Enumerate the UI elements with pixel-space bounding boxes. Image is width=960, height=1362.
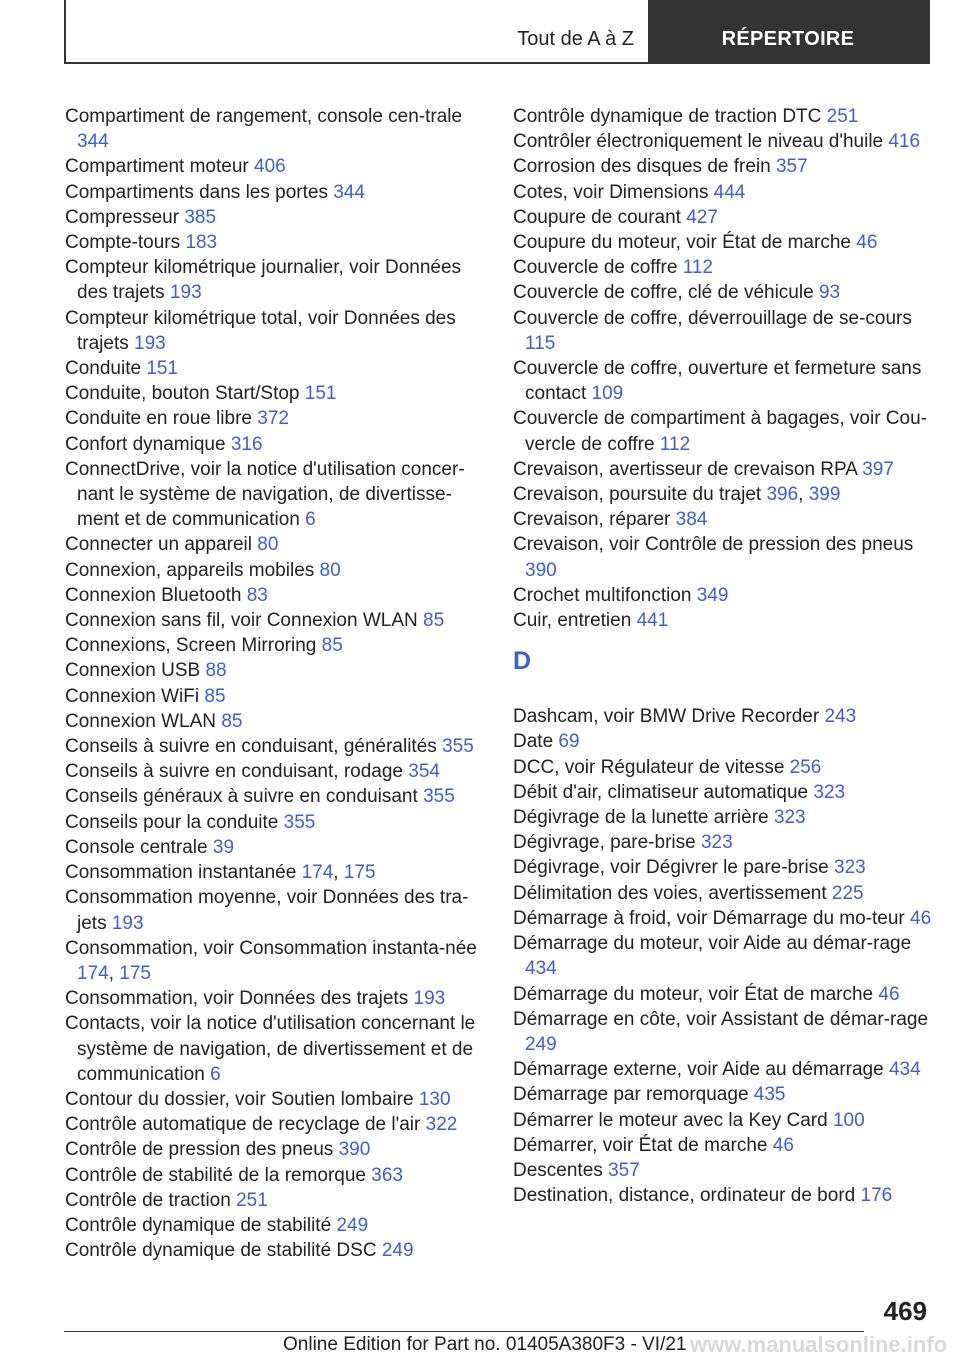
index-entry-term: Console centrale bbox=[65, 836, 208, 858]
page-link[interactable]: 323 bbox=[700, 832, 733, 854]
page-link[interactable]: 427 bbox=[686, 206, 718, 228]
index-entry bbox=[513, 1133, 933, 1158]
page-link[interactable]: 344 bbox=[77, 131, 109, 153]
index-entry bbox=[65, 558, 485, 583]
index-entry-term: Compteur kilométrique total, voir Données des trajets bbox=[65, 307, 456, 354]
page-link[interactable]: 85 bbox=[321, 635, 343, 657]
index-entry bbox=[513, 230, 933, 255]
index-entry bbox=[65, 583, 485, 608]
index-entry-term: Cotes, voir Dimensions bbox=[513, 181, 709, 203]
index-entry-term: Démarrage à froid, voir Démarrage du mo-teur bbox=[513, 907, 905, 929]
page-link[interactable]: 349 bbox=[696, 584, 729, 606]
index-entry-term: Dégivrage, voir Dégivrer le pare-brise bbox=[513, 857, 829, 879]
page-link[interactable]: 100 bbox=[832, 1109, 865, 1131]
index-entry-term: Connexion sans fil, voir Connexion WLAN bbox=[65, 610, 418, 632]
watermark-text: www.manualsonline.info bbox=[690, 1332, 948, 1357]
index-entry-term: Contrôle dynamique de stabilité bbox=[65, 1214, 332, 1236]
page-link[interactable]: 249 bbox=[525, 1033, 557, 1055]
index-entry: Crevaison, poursuite du trajet 396, 399 bbox=[513, 484, 841, 506]
page-link[interactable]: 355 bbox=[442, 736, 474, 758]
index-entry bbox=[513, 729, 933, 754]
index-entry bbox=[513, 982, 933, 1007]
index-entry-term: Contrôle de traction bbox=[65, 1189, 231, 1211]
footer-edition: Online Edition for Part no. 01405A380F3 - VI/21 bbox=[283, 1334, 687, 1355]
page-link[interactable]: 249 bbox=[336, 1214, 369, 1236]
index-entry bbox=[513, 1183, 933, 1208]
page-link[interactable]: 363 bbox=[371, 1164, 403, 1186]
index-entry-term: Contacts, voir la notice d'utilisation concernant le système de navigation, de divertissement et de communication bbox=[65, 1013, 476, 1085]
page-link[interactable]: 83 bbox=[246, 584, 268, 606]
page-link[interactable]: 46 bbox=[878, 983, 900, 1005]
index-entry bbox=[65, 759, 485, 784]
page-link[interactable]: 406 bbox=[254, 156, 286, 178]
index-entry-term: Contrôle de pression des pneus bbox=[65, 1139, 334, 1161]
page-link[interactable]: 434 bbox=[888, 1059, 921, 1081]
index-entry bbox=[513, 180, 933, 205]
page-link[interactable]: 416 bbox=[888, 131, 921, 153]
index-entry bbox=[65, 381, 485, 406]
index-entry-term: Coupure de courant bbox=[513, 206, 681, 228]
index-entry bbox=[513, 855, 933, 880]
index-entry bbox=[65, 784, 485, 809]
page-link[interactable]: 151 bbox=[304, 383, 337, 405]
index-entry bbox=[65, 230, 485, 255]
index-entry-term: Confort dynamique bbox=[65, 433, 226, 455]
index-entry bbox=[65, 432, 485, 457]
page-link[interactable]: 357 bbox=[608, 1159, 640, 1181]
index-entry bbox=[513, 205, 933, 230]
index-entry-term: Contrôle dynamique de traction DTC bbox=[513, 106, 822, 127]
index-entry bbox=[513, 129, 933, 154]
page-link[interactable]: 434 bbox=[525, 958, 557, 980]
index-entry-term: Démarrage du moteur, voir État de marche bbox=[513, 983, 874, 1005]
index-entry-term: Conseils généraux à suivre en conduisant bbox=[65, 786, 418, 808]
index-entry bbox=[513, 1057, 933, 1082]
index-entry bbox=[513, 583, 933, 608]
index-entry-term: Contrôle de stabilité de la remorque bbox=[65, 1164, 367, 1186]
page-link[interactable]: 390 bbox=[525, 559, 557, 581]
index-entry bbox=[513, 755, 933, 780]
index-entry bbox=[65, 1011, 485, 1087]
index-entry-term: Conduite bbox=[65, 358, 142, 380]
page-link[interactable]: 93 bbox=[818, 282, 841, 304]
index-entry bbox=[65, 885, 485, 935]
index-entry-term: Compartiment moteur bbox=[65, 156, 249, 178]
index-entry-term: Conseils à suivre en conduisant, rodage bbox=[65, 761, 403, 783]
page-link[interactable]: 46 bbox=[772, 1134, 794, 1156]
index-entry bbox=[513, 1007, 933, 1057]
index-entry bbox=[65, 810, 485, 835]
page-link[interactable]: 435 bbox=[753, 1084, 786, 1106]
index-group-c bbox=[513, 104, 933, 633]
page-link[interactable]: 372 bbox=[257, 408, 289, 430]
index-entry-term: Descentes bbox=[513, 1159, 603, 1181]
index-entry bbox=[65, 835, 485, 860]
index-entry-term: Consommation moyenne, voir Données des tra-jets bbox=[65, 887, 469, 934]
page-link[interactable]: 396 bbox=[766, 484, 799, 506]
page-link[interactable]: 183 bbox=[185, 232, 218, 254]
index-entry-term: Connexion Bluetooth bbox=[65, 584, 242, 606]
page-link[interactable]: 323 bbox=[813, 781, 846, 803]
index-entry-term: Compresseur bbox=[65, 206, 180, 228]
index-entry bbox=[513, 1158, 933, 1183]
index-entry-term: Débit d'air, climatiseur automatique bbox=[513, 781, 809, 803]
index-entry-term: Crevaison, voir Contrôle de pression des pneus bbox=[513, 534, 914, 556]
index-entry-term: Destination, distance, ordinateur de bord bbox=[513, 1185, 856, 1207]
index-entry bbox=[65, 154, 485, 179]
page-link[interactable]: 46 bbox=[856, 232, 878, 254]
index-entry bbox=[65, 608, 485, 633]
index-entry-term: Compartiments dans les portes bbox=[65, 181, 328, 203]
index-entry bbox=[65, 205, 485, 230]
page-link[interactable]: 316 bbox=[230, 433, 263, 455]
index-entry bbox=[513, 255, 933, 280]
index-entry-term: Contour du dossier, voir Soutien lombaire bbox=[65, 1088, 414, 1110]
index-entry: Consommation, voir Consommation instanta-née 174, 175 bbox=[65, 937, 477, 984]
index-entry bbox=[513, 532, 933, 582]
index-entry-term: Contrôler électroniquement le niveau d'huile bbox=[513, 131, 884, 153]
index-entry bbox=[65, 180, 485, 205]
index-entry-term: Contrôle dynamique de stabilité DSC bbox=[65, 1240, 377, 1262]
index-entry bbox=[65, 255, 485, 305]
page-link[interactable]: 354 bbox=[408, 761, 440, 783]
index-entry-term: Connexions, Screen Mirroring bbox=[65, 635, 317, 657]
page-link[interactable]: 251 bbox=[236, 1189, 268, 1211]
index-entry bbox=[65, 633, 485, 658]
index-entry bbox=[513, 780, 933, 805]
page-link[interactable]: 355 bbox=[423, 786, 455, 808]
index-entry bbox=[65, 1087, 485, 1112]
index-entry-term: DCC, voir Régulateur de vitesse bbox=[513, 756, 785, 778]
page-link[interactable]: 151 bbox=[146, 358, 179, 380]
index-entry-term: Contrôle automatique de recyclage de l'air bbox=[65, 1114, 421, 1136]
page-link[interactable]: 357 bbox=[775, 156, 808, 178]
header-chapter-title: RÉPERTOIRE bbox=[721, 28, 855, 50]
page-link[interactable]: 384 bbox=[675, 509, 708, 531]
page-link[interactable]: 88 bbox=[205, 660, 227, 682]
index-entry-term: Couvercle de compartiment à bagages, voir Cou-vercle de coffre bbox=[513, 408, 927, 455]
page-link[interactable]: 39 bbox=[212, 836, 235, 858]
index-entry bbox=[65, 709, 485, 734]
index-entry bbox=[513, 306, 933, 356]
page-link[interactable]: 399 bbox=[808, 484, 841, 506]
index-entry bbox=[513, 457, 933, 482]
page-link[interactable]: 46 bbox=[910, 907, 932, 929]
index-entry-term: Crevaison, avertisseur de crevaison RPA bbox=[513, 458, 857, 480]
index-entry-term: Compteur kilométrique journalier, voir Données des trajets bbox=[65, 257, 462, 304]
index-entry bbox=[513, 881, 933, 906]
index-entry bbox=[513, 406, 933, 456]
page-link[interactable]: 85 bbox=[423, 610, 445, 632]
index-group-d bbox=[513, 704, 933, 1208]
header-chapter-tab[interactable] bbox=[648, 0, 928, 62]
index-column-right bbox=[513, 104, 933, 1208]
index-entry bbox=[65, 1238, 485, 1263]
page-link[interactable]: 174 bbox=[301, 862, 334, 884]
page-link[interactable]: 390 bbox=[338, 1139, 371, 1161]
index-entry bbox=[65, 986, 485, 1011]
index-entry bbox=[65, 532, 485, 557]
index-entry-term: Conseils pour la conduite bbox=[65, 811, 279, 833]
index-entry: Consommation instantanée 174, 175 bbox=[65, 862, 376, 884]
index-entry-term: Démarrage par remorquage bbox=[513, 1084, 749, 1106]
index-entry bbox=[65, 658, 485, 683]
index-entry bbox=[513, 154, 933, 179]
index-entry-term: Couvercle de coffre, déverrouillage de se-cours bbox=[513, 307, 912, 329]
index-entry bbox=[513, 608, 933, 633]
index-entry-term: ConnectDrive, voir la notice d'utilisation concer-nant le système de navigation, de divertisse-ment et de communication bbox=[65, 458, 465, 531]
index-entry-term: Compartiment de rangement, console cen-trale bbox=[65, 106, 463, 127]
page-link[interactable]: 85 bbox=[204, 685, 226, 707]
index-entry-term: Connecter un appareil bbox=[65, 534, 252, 556]
index-entry bbox=[65, 104, 485, 154]
index-entry-term: Démarrer, voir État de marche bbox=[513, 1134, 768, 1156]
index-entry bbox=[65, 1163, 485, 1188]
page-link[interactable]: 176 bbox=[860, 1185, 893, 1207]
index-entry-term: Crevaison, poursuite du trajet bbox=[513, 484, 762, 506]
index-entry bbox=[513, 356, 933, 406]
index-entry bbox=[513, 805, 933, 830]
page-link[interactable]: 385 bbox=[184, 206, 217, 228]
page-link[interactable]: 85 bbox=[221, 710, 243, 732]
index-entry bbox=[513, 507, 933, 532]
index-entry-term: Connexion, appareils mobiles bbox=[65, 559, 315, 581]
index-entry bbox=[65, 1137, 485, 1162]
page-link[interactable]: 112 bbox=[682, 257, 713, 279]
index-entry-term: Connexion WiFi bbox=[65, 685, 200, 707]
page-link[interactable]: 323 bbox=[834, 857, 866, 879]
page-link[interactable]: 344 bbox=[333, 181, 365, 203]
index-entry bbox=[65, 356, 485, 381]
index-entry-term: Dashcam, voir BMW Drive Recorder bbox=[513, 706, 820, 728]
page-link[interactable]: 112 bbox=[659, 433, 691, 455]
page-link[interactable]: 174 bbox=[77, 962, 109, 984]
page-link[interactable]: 69 bbox=[558, 731, 580, 753]
index-entry-term: Démarrer le moteur avec la Key Card bbox=[513, 1109, 828, 1131]
section-letter: D bbox=[513, 647, 532, 676]
index-entry-term: Dégivrage de la lunette arrière bbox=[513, 807, 769, 829]
index-entry-term: Conduite en roue libre bbox=[65, 408, 252, 430]
index-entry bbox=[65, 734, 485, 759]
index-entry-term: Crevaison, réparer bbox=[513, 509, 671, 531]
index-entry-term: Connexion WLAN bbox=[65, 710, 217, 732]
index-entry bbox=[65, 1188, 485, 1213]
page-link[interactable]: 130 bbox=[418, 1088, 451, 1110]
index-entry-term: Conduite, bouton Start/Stop bbox=[65, 383, 300, 405]
page-number: 469 bbox=[883, 1296, 927, 1326]
index-entry bbox=[65, 406, 485, 431]
index-entry-term: Couvercle de coffre bbox=[513, 257, 678, 279]
index-entry bbox=[65, 457, 485, 533]
page-link[interactable]: 6 bbox=[305, 509, 316, 531]
index-entry bbox=[65, 1213, 485, 1238]
index-entry bbox=[513, 704, 933, 729]
page-link[interactable]: 243 bbox=[824, 706, 857, 728]
index-entry-term: Corrosion des disques de frein bbox=[513, 156, 771, 178]
index-entry-term: Délimitation des voies, avertissement bbox=[513, 882, 827, 904]
header-section-tab[interactable] bbox=[66, 0, 648, 62]
index-entry bbox=[65, 1112, 485, 1137]
page-link[interactable]: 80 bbox=[319, 559, 341, 581]
page-link[interactable]: 441 bbox=[636, 610, 669, 632]
index-entry-term: Crochet multifonction bbox=[513, 584, 692, 606]
index-entry bbox=[65, 684, 485, 709]
page-link[interactable]: 6 bbox=[210, 1063, 221, 1085]
index-column-left bbox=[65, 104, 485, 1263]
index-entry bbox=[513, 931, 933, 981]
page-link[interactable]: 251 bbox=[826, 106, 859, 127]
index-entry-term: Couvercle de coffre, clé de véhicule bbox=[513, 282, 814, 304]
index-entry-term: Consommation, voir Consommation instanta-née bbox=[65, 937, 477, 959]
index-entry-term: Couvercle de coffre, ouverture et fermeture sans contact bbox=[513, 358, 922, 405]
index-entry-term: Date bbox=[513, 731, 554, 753]
page-link[interactable]: 249 bbox=[381, 1240, 414, 1262]
index-entry bbox=[513, 1108, 933, 1133]
page-link[interactable]: 225 bbox=[831, 882, 864, 904]
index-entry-term: Démarrage du moteur, voir Aide au démar-rage bbox=[513, 933, 912, 955]
index-entry-term: Compte-tours bbox=[65, 232, 181, 254]
index-entry-term: Démarrage en côte, voir Assistant de démar-rage bbox=[513, 1008, 929, 1030]
page-link[interactable]: 80 bbox=[257, 534, 279, 556]
page-link[interactable]: 175 bbox=[119, 962, 151, 984]
page-link[interactable]: 444 bbox=[713, 181, 746, 203]
index-entry-term: Dégivrage, pare-brise bbox=[513, 832, 696, 854]
index-entry-term: Consommation instantanée bbox=[65, 862, 297, 884]
index-entry bbox=[513, 1082, 933, 1107]
page-link[interactable]: 323 bbox=[773, 807, 806, 829]
index-entry bbox=[513, 104, 933, 129]
index-entry-term: Démarrage externe, voir Aide au démarrage bbox=[513, 1059, 884, 1081]
index-entry-term: Cuir, entretien bbox=[513, 610, 632, 632]
index-entry-term: Consommation, voir Données des trajets bbox=[65, 988, 409, 1010]
index-entry-term: Connexion USB bbox=[65, 660, 201, 682]
index-entry bbox=[65, 306, 485, 356]
page-link[interactable]: 397 bbox=[862, 458, 894, 480]
page-link[interactable]: 322 bbox=[425, 1114, 458, 1136]
page-link[interactable]: 355 bbox=[283, 811, 316, 833]
watermark-logo bbox=[690, 1332, 947, 1358]
page-link[interactable]: 193 bbox=[169, 282, 202, 304]
page-link[interactable]: 175 bbox=[343, 862, 376, 884]
index-entry bbox=[513, 280, 933, 305]
index-entry bbox=[513, 830, 933, 855]
page-link[interactable]: 193 bbox=[134, 332, 166, 354]
header-section-title: Tout de A à Z bbox=[517, 28, 634, 50]
page-link[interactable]: 193 bbox=[111, 912, 144, 934]
index-entry-term: Conseils à suivre en conduisant, généralités bbox=[65, 736, 437, 758]
index-entry bbox=[513, 906, 933, 931]
index-entry-term: Coupure du moteur, voir État de marche bbox=[513, 232, 851, 254]
page-link[interactable]: 193 bbox=[413, 988, 446, 1010]
page-link[interactable]: 115 bbox=[525, 332, 556, 354]
page-link[interactable]: 109 bbox=[591, 383, 624, 405]
page-link[interactable]: 256 bbox=[789, 756, 822, 778]
